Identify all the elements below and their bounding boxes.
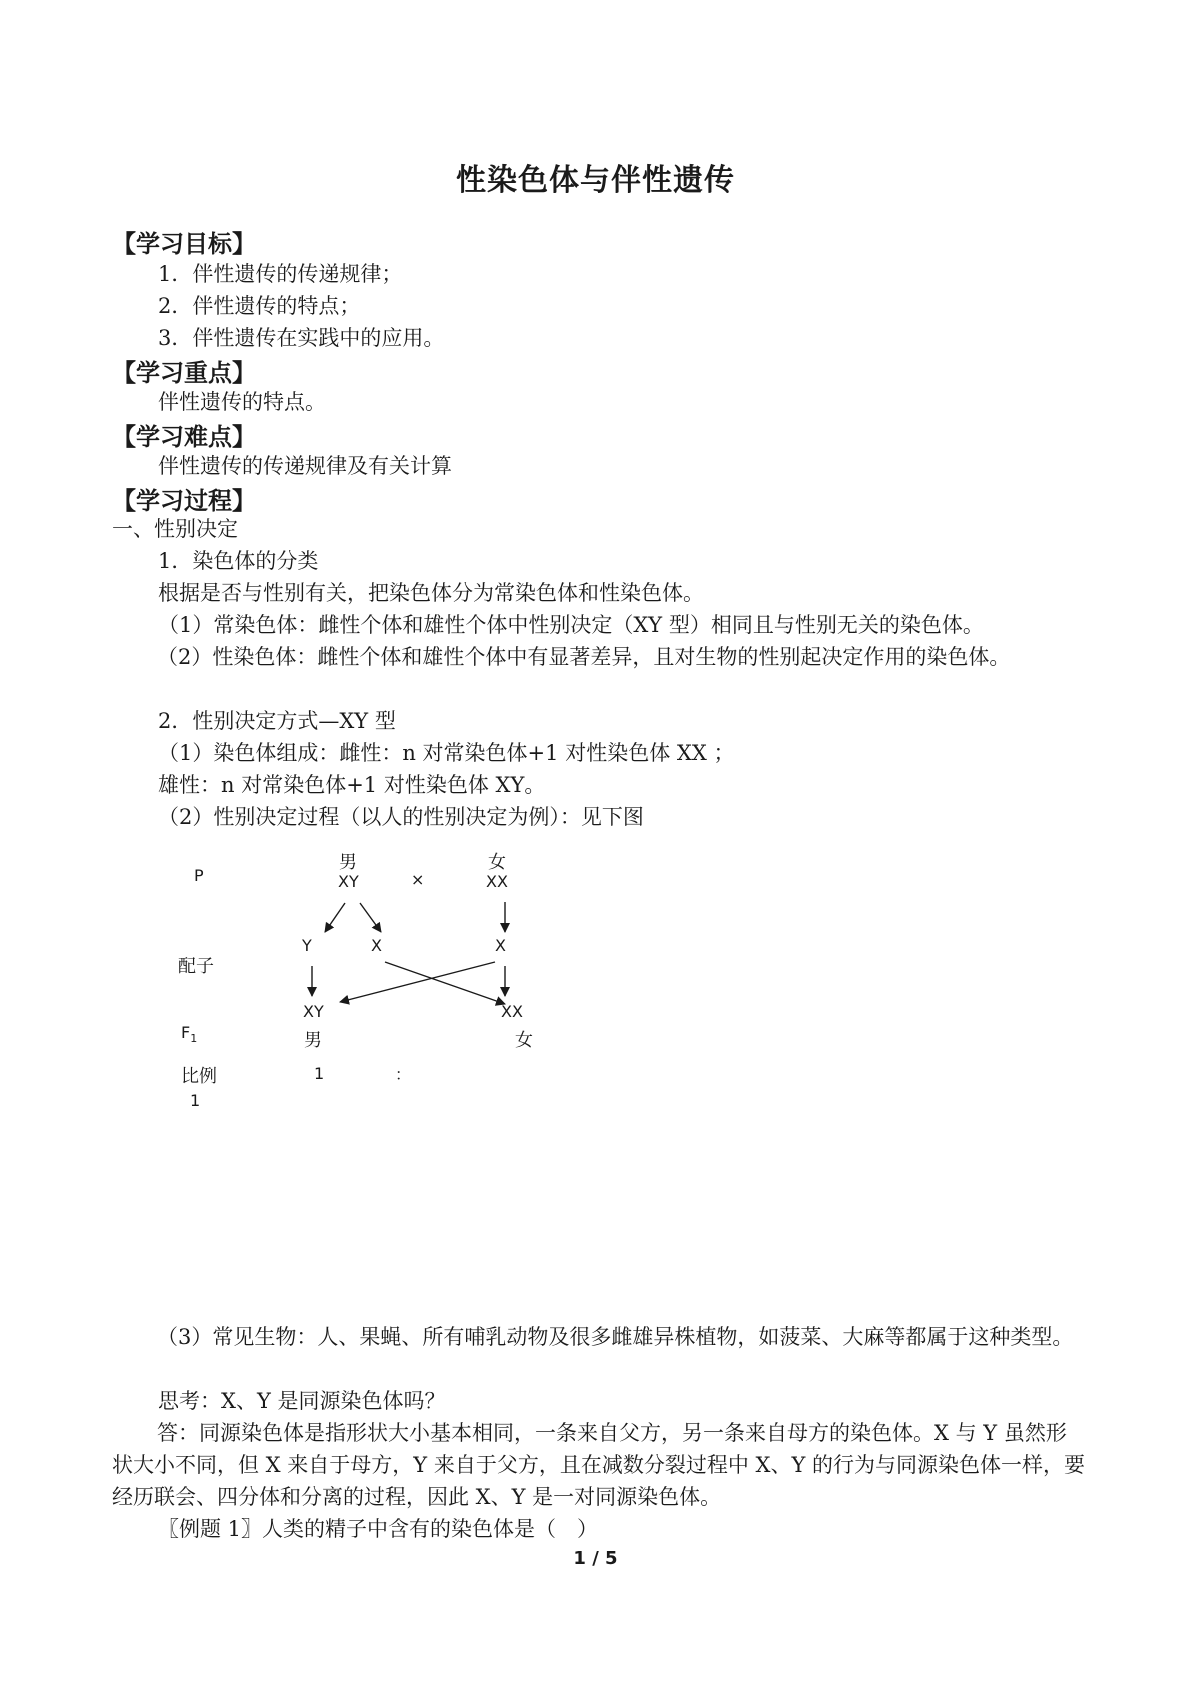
section-heading-difficulty: 【学习难点】 xyxy=(112,423,256,451)
diagram-male-label: 男 xyxy=(339,852,357,873)
page-number: 1 / 5 xyxy=(573,1548,618,1569)
section-heading-process: 【学习过程】 xyxy=(112,487,256,515)
diagram-gamete-x-female: X xyxy=(495,936,506,955)
part-title: 一、性别决定 xyxy=(112,517,238,541)
paragraph: （2）性染色体：雌性个体和雄性个体中有显著差异，且对生物的性别起决定作用的染色体。 xyxy=(157,645,1011,669)
paragraph: 雄性：n 对常染色体+1 对性染色体 XY。 xyxy=(158,773,546,797)
diagram-male-genotype: XY xyxy=(338,872,359,891)
diagram-gamete-x-male: X xyxy=(371,936,382,955)
paragraph: 根据是否与性别有关，把染色体分为常染色体和性染色体。 xyxy=(158,581,704,605)
diagram-female-label: 女 xyxy=(488,852,506,873)
diagram-ratio-right: 1 xyxy=(190,1091,201,1110)
diagram-f1-label xyxy=(181,1023,197,1045)
paragraph: （1）常染色体：雌性个体和雄性个体中性别决定（XY 型）相同且与性别无关的染色体。 xyxy=(158,613,984,637)
diagram-f1-subscript: 1 xyxy=(190,1032,198,1046)
example-question: 〖例题 1〗人类的精子中含有的染色体是（ ） xyxy=(158,1517,599,1541)
section-heading-objectives: 【学习目标】 xyxy=(112,230,256,258)
key-point-text: 伴性遗传的特点。 xyxy=(158,390,326,414)
subsection-title: 1．染色体的分类 xyxy=(158,549,319,573)
diagram-female-genotype: XX xyxy=(486,872,508,891)
subsection-title: 2．性别决定方式—XY 型 xyxy=(158,709,396,733)
diagram-ratio-label: 比例 xyxy=(181,1066,217,1087)
diagram-ratio-left: 1 xyxy=(314,1064,325,1083)
arrow-male-to-x xyxy=(360,903,381,932)
paragraph: （1）染色体组成：雌性：n 对常染色体+1 对性染色体 XX ； xyxy=(158,741,735,765)
paragraph: （3）常见生物：人、果蝇、所有哺乳动物及很多雌雄异株植物，如菠菜、大麻等都属于这种类型。 xyxy=(157,1325,1074,1349)
page-title: 性染色体与伴性遗传 xyxy=(456,163,735,198)
arrow-female-x-to-f1-male xyxy=(340,962,495,1002)
arrow-male-to-y xyxy=(325,903,345,932)
diagram-f1-letter: F xyxy=(181,1023,191,1042)
objective-item: 1．伴性遗传的传递规律； xyxy=(158,262,403,286)
diagram-f1-female-label: 女 xyxy=(515,1030,533,1051)
difficulty-text: 伴性遗传的传递规律及有关计算 xyxy=(158,454,452,478)
diagram-gamete-label: 配子 xyxy=(178,956,214,977)
arrow-male-x-to-f1-female xyxy=(385,962,505,1004)
paragraph: （2）性别决定过程（以人的性别决定为例）：见下图 xyxy=(158,805,644,829)
diagram-f1-female-genotype: XX xyxy=(501,1002,523,1021)
diagram-gamete-y: Y xyxy=(302,936,312,955)
diagram-ratio-colon: ： xyxy=(395,1065,412,1084)
section-heading-key-point: 【学习重点】 xyxy=(112,359,256,387)
objective-item: 2．伴性遗传的特点； xyxy=(158,294,361,318)
diagram-f1-male-label: 男 xyxy=(304,1030,322,1051)
think-question: 思考：X、Y 是同源染色体吗？ xyxy=(158,1389,446,1413)
diagram-p-label: P xyxy=(194,866,204,885)
objective-item: 3．伴性遗传在实践中的应用。 xyxy=(158,326,445,350)
diagram-f1-male-genotype: XY xyxy=(303,1002,324,1021)
diagram-cross-symbol: × xyxy=(411,870,425,889)
answer-paragraph: 答：同源染色体是指形状大小基本相同，一条来自父方，另一条来自母方的染色体。X 与 Y 虽然形状大小不同，但 X 来自于母方，Y 来自于父方，且在减数分裂过程中 X、Y 的行为与同源染色体一样，要经历联会、四分体和分离的过程，因此 X、Y 是一对同源染色体。 xyxy=(112,1421,1085,1509)
